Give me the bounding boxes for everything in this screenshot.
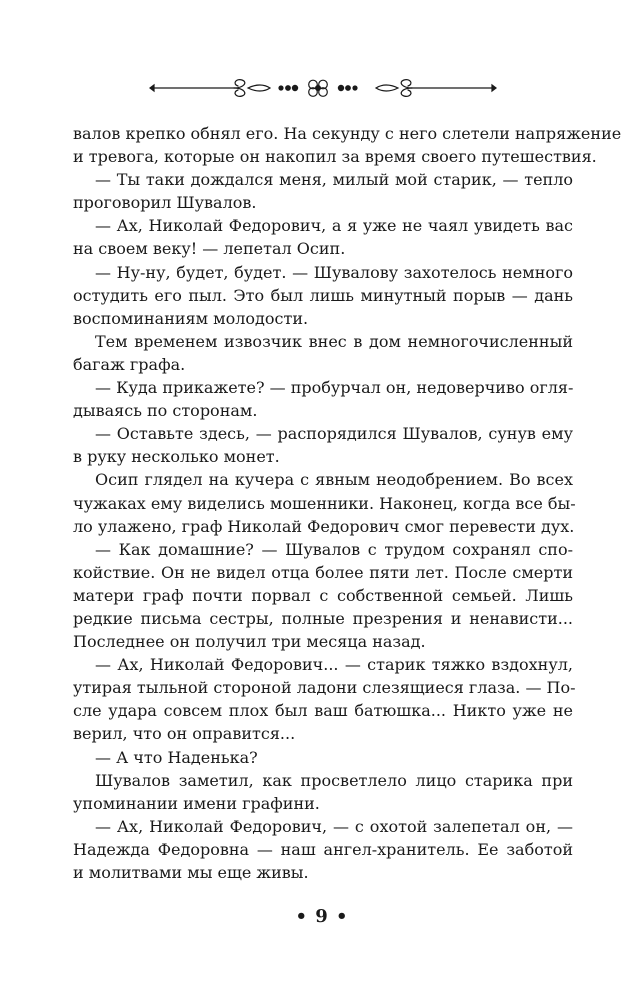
text-line: дываясь по сторонам. [73,401,258,421]
text-line: воспоминаниям молодости. [73,308,309,328]
text-line: — Ну-ну, будет, будет. — Шувалову захотелось немного [95,262,573,282]
text-line: багаж графа. [73,354,186,374]
flourish-divider-icon [148,72,498,104]
body-text [73,122,622,884]
text-line: сле удара совсем плох был ваш батюшка... Никто уже не [73,701,573,721]
text-line: Осип глядел на кучера с явным неодобрением. Во всех [95,470,573,490]
text-line: валов крепко обнял его. На секунду с него слетели напряжение [73,124,622,143]
text-line: редкие письма сестры, полные презрения и ненависти... [73,608,573,628]
text-line: — Ты таки дождался меня, милый мой старик, — тепло [95,170,573,190]
page-number: • 9 • [295,906,349,927]
text-line: и тревога, которые он накопил за время своего путешествия. [73,147,597,167]
text-line: — А что Наденька? [95,747,258,767]
text-line: остудить его пыл. Это был лишь минутный порыв — дань [73,285,573,305]
text-line: Шувалов заметил, как просветлело лицо старика при [95,770,573,790]
text-line: ло улажено, граф Николай Федорович смог перевести дух. [73,516,575,536]
text-line: чужаках ему виделись мошенники. Наконец, когда все бы- [73,493,576,513]
text-line: — Ах, Николай Федорович, — с охотой залепетал он, — [95,816,573,836]
text-line: матери граф почти порвал с собственной семьей. Лишь [73,585,573,605]
text-line: на своем веку! — лепетал Осип. [73,239,346,259]
text-line: Тем временем извозчик внес в дом немногочисленный [95,331,573,351]
text-line: в руку несколько монет. [73,447,280,467]
text-line: — Оставьте здесь, — распорядился Шувалов, сунув ему [95,424,573,444]
text-line: упоминании имени графини. [73,793,320,813]
text-line: верил, что он оправится... [73,724,296,744]
text-line: Надежда Федоровна — наш ангел-хранитель. Ее заботой [73,839,573,859]
text-line: койствие. Он не видел отца более пяти лет. После смерти [73,562,573,582]
text-line: Последнее он получил три месяца назад. [73,632,426,652]
text-line: и молитвами мы еще живы. [73,863,309,882]
text-line: — Ах, Николай Федорович... — старик тяжко вздохнул, [95,655,573,675]
text-line: проговорил Шувалов. [73,193,257,213]
text-line: — Ах, Николай Федорович, а я уже не чаял увидеть вас [95,216,573,236]
text-line: — Как домашние? — Шувалов с трудом сохранял спо- [95,539,573,559]
text-line: — Куда прикажете? — пробурчал он, недоверчиво огля- [95,378,574,398]
text-line: утирая тыльной стороной ладони слезящиеся глаза. — По- [73,678,576,698]
